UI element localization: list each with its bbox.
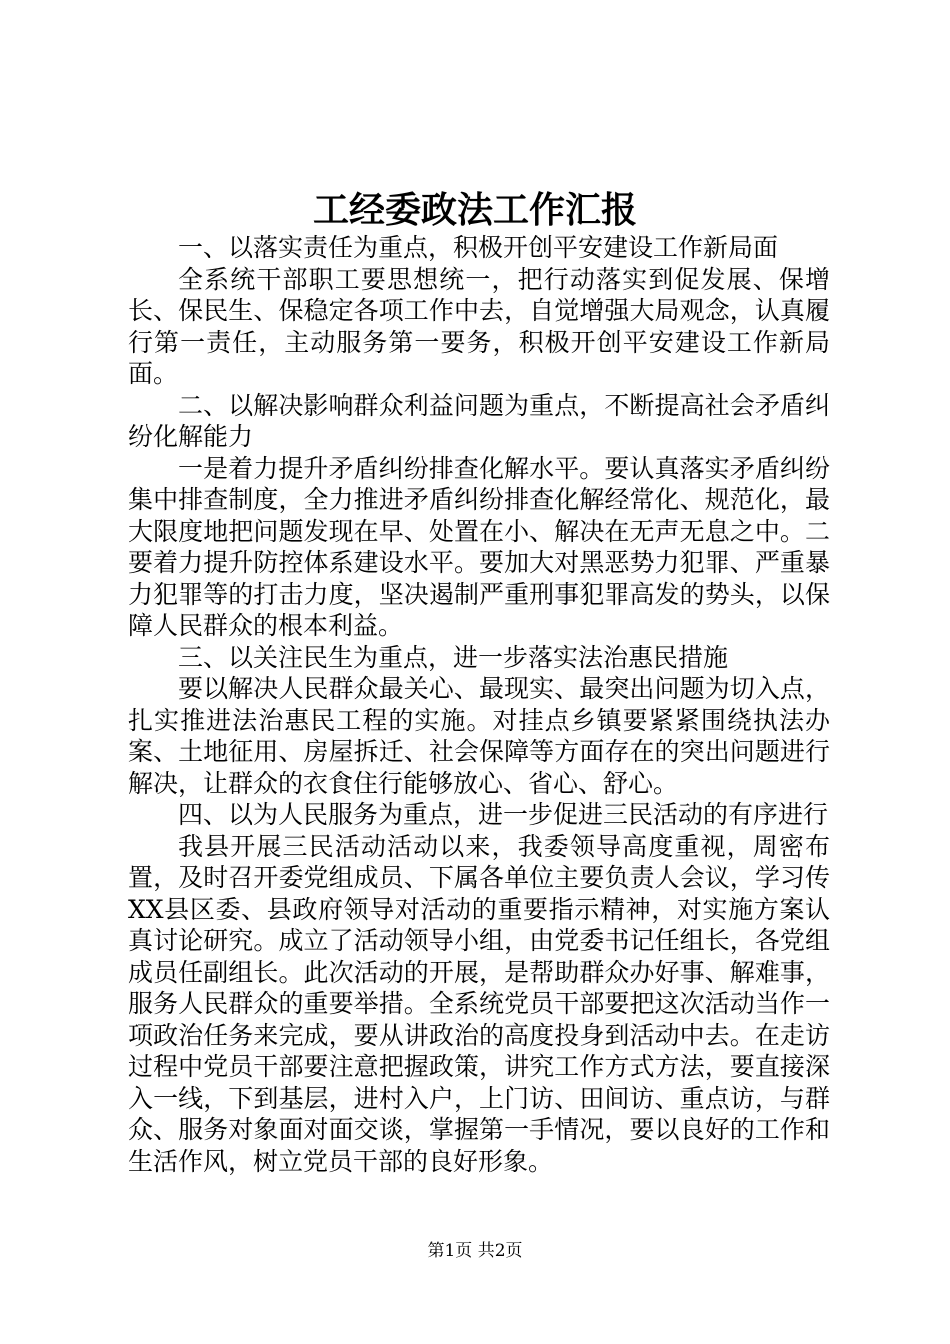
section-heading-1: 一、以落实责任为重点，积极开创平安建设工作新局面 [178,233,779,262]
document-body [128,232,830,1177]
page-footer: 第1页 共2页 [427,1241,523,1261]
body-paragraph-2: 一是着力提升矛盾纠纷排查化解水平。要认真落实矛盾纠纷集中排查制度，全力推进矛盾纠纷排查化解经常化、规范化，最大限度地把问题发现在早、处置在小、解决在无声无息之中。二要着力提升防控体系建设水平。要加大对黑恶势力犯罪、严重暴力犯罪等的打击力度，坚决遏制严重刑事犯罪高发的势头，以保障人民群众的根本利益。 [128,453,830,640]
section-heading-3: 三、以关注民生为重点，进一步落实法治惠民措施 [178,642,729,672]
body-paragraph-1: 全系统干部职工要思想统一，把行动落实到促发展、保增长、保民生、保稳定各项工作中去，自觉增强大局观念，认真履行第一责任，主动服务第一要务，积极开创平安建设工作新局面。 [128,264,830,388]
section-heading-4: 四、以为人民服务为重点，进一步促进三民活动的有序进行 [178,800,829,829]
body-paragraph-3: 要以解决人民群众最关心、最现实、最突出问题为切入点，扎实推进法治惠民工程的实施。对挂点乡镇要紧紧围绕执法办案、土地征用、房屋拆迁、社会保障等方面存在的突出问题进行解决，让群众的衣食住行能够放心、省心、舒心。 [128,674,830,798]
section-heading-2: 二、以解决影响群众利益问题为重点，不断提高社会矛盾纠纷化解能力 [128,390,830,451]
body-paragraph-4: 我县开展三民活动活动以来，我委领导高度重视，周密布置，及时召开委党组成员、下属各单位主要负责人会议，学习传XX县区委、县政府领导对活动的重要指示精神，对实施方案认真讨论研究。成立了活动领导小组，由党委书记任组长，各党组成员任副组长。此次活动的开展，是帮助群众办好事、解难事，服务人民群众的重要举措。全系统党员干部要把这次活动当作一项政治任务来完成，要从讲政治的高度投身到活动中去。在走访过程中党员干部要注意把握政策，讲究工作方式方法，要直接深入一线，下到基层，进村入户，上门访、田间访、重点访，与群众、服务对象面对面交谈，掌握第一手情况，要以良好的工作和生活作风，树立党员干部的良好形象。 [128,831,830,1176]
document-title: 工经委政法工作汇报 [312,189,637,231]
